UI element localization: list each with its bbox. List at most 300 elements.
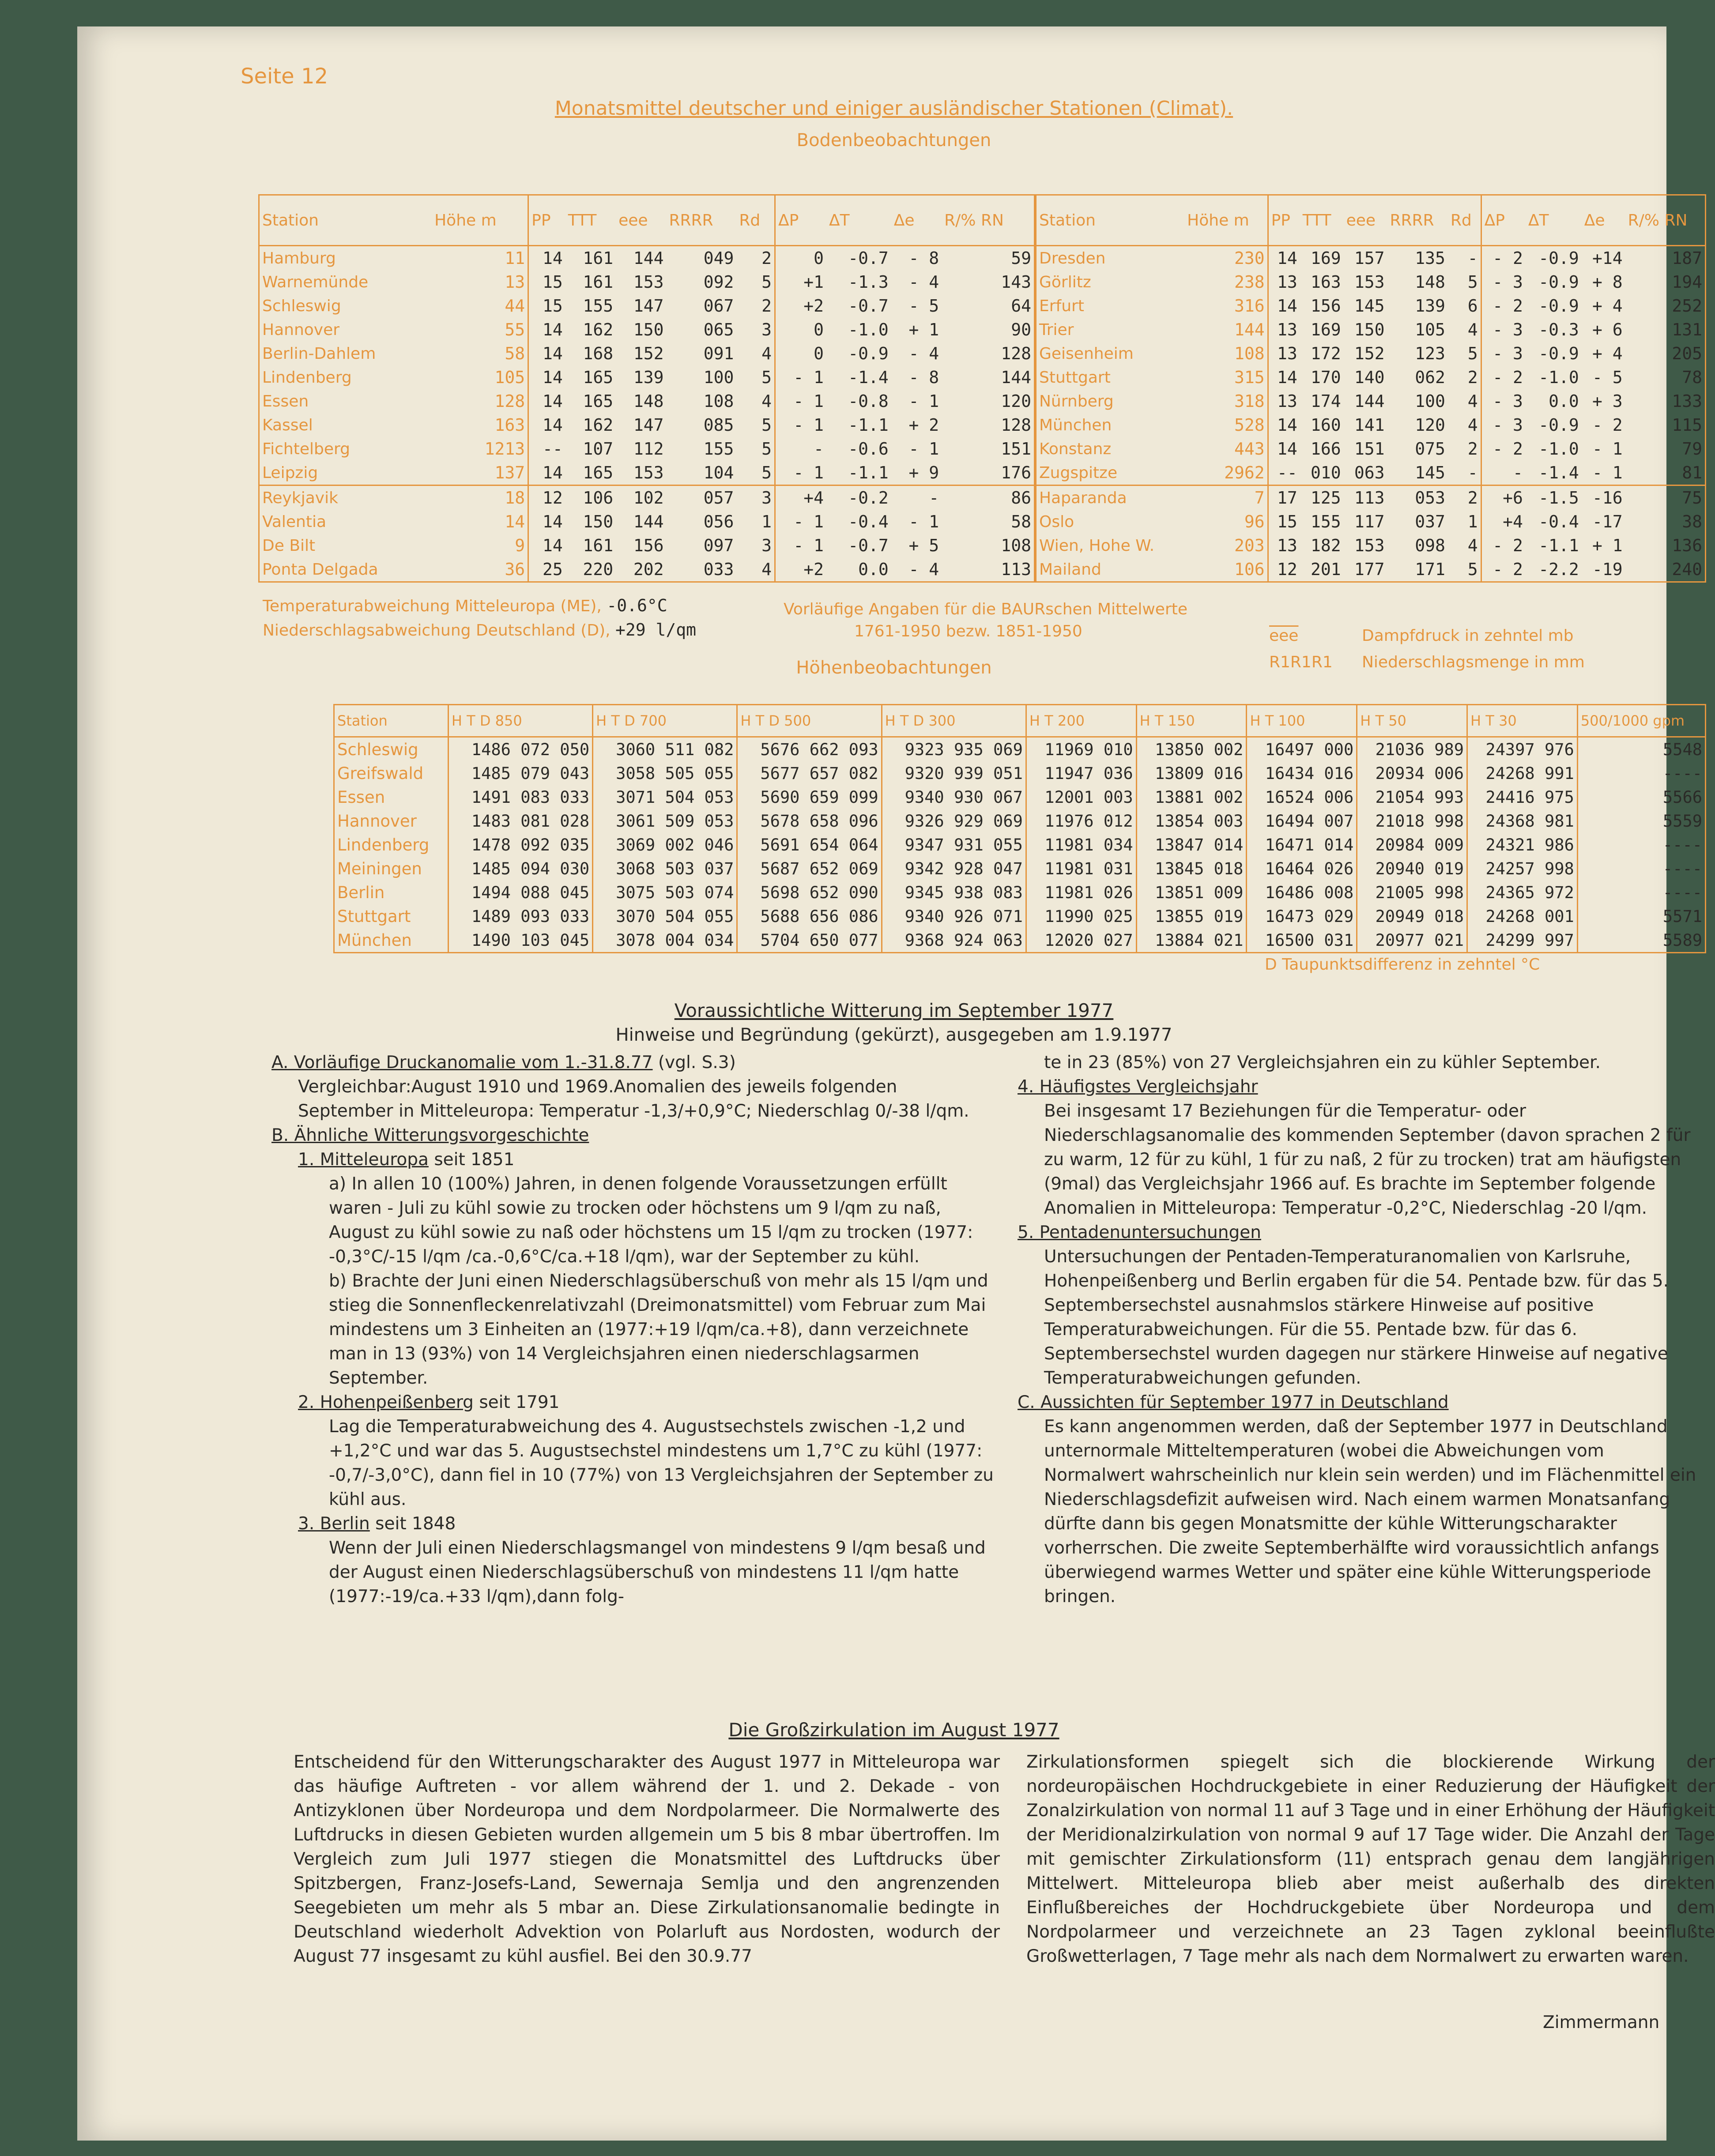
cell-dp: - 3 — [1481, 270, 1526, 294]
cell-dp: - 2 — [1481, 246, 1526, 271]
cell-eee: 112 — [633, 439, 664, 459]
station-elevation: 230 — [1184, 246, 1268, 271]
cell-ttt: 125 — [1300, 485, 1344, 510]
cell-value: ---- — [1577, 880, 1705, 904]
cell-pp: 12 — [1277, 560, 1297, 579]
cell-dt: -0.9 — [1538, 415, 1579, 435]
cell-rrrr: 057 — [666, 485, 736, 510]
cell-de: - 4 — [908, 272, 939, 292]
cell-ttt: 172 — [1310, 344, 1341, 363]
col-header: H T D 500 — [737, 705, 882, 737]
cell-value: 16486 008 — [1247, 880, 1357, 904]
cell-r: 120 — [1001, 391, 1031, 411]
cell-dt: -1.5 — [1526, 485, 1582, 510]
cell-eee: 153 — [1354, 272, 1385, 292]
cell-de: -19 — [1592, 560, 1623, 579]
table-row — [334, 809, 1706, 833]
note-vorl1: Vorläufige Angaben für die BAURschen Mittelwerte — [784, 600, 1188, 618]
station-elevation: 144 — [1184, 318, 1268, 342]
cell-value: 16497 000 — [1247, 737, 1357, 762]
cell-eee: 153 — [633, 272, 664, 292]
cell-r: 75 — [1625, 485, 1706, 510]
cell-value: 13809 016 — [1136, 761, 1247, 785]
paragraph — [271, 1269, 995, 1390]
cell-value: 5676 662 093 — [737, 737, 882, 762]
note-me-label: Temperaturabweichung Mitteleuropa (ME), — [263, 597, 602, 615]
table-row — [334, 785, 1706, 809]
cell-eee: 102 — [616, 485, 666, 510]
cell-de: - 1 — [908, 512, 939, 531]
cell-dp: +4 — [775, 485, 826, 510]
cell-eee: 144 — [633, 248, 664, 268]
paragraph-heading: 4. Häufigstes Vergleichsjahr — [1018, 1077, 1258, 1097]
cell-ttt: 163 — [1310, 272, 1341, 292]
cell-eee: 153 — [1354, 536, 1385, 555]
cell-dt: -0.6 — [848, 439, 889, 459]
cell-de: - 5 — [1592, 368, 1623, 387]
paragraph-heading: 1. Mitteleuropa — [298, 1150, 429, 1170]
cell-rd: 4 — [1467, 391, 1478, 411]
cell-rrrr: 123 — [1415, 344, 1445, 363]
cell-value: 1485 094 030 — [448, 857, 592, 880]
table-row — [259, 318, 1035, 342]
cell-rrrr: 067 — [703, 296, 734, 316]
cell-rrrr: 104 — [703, 463, 734, 482]
cell-value: 24268 001 — [1467, 904, 1578, 928]
paragraph — [271, 1050, 995, 1075]
cell-eee: 202 — [633, 560, 664, 579]
station-name: München — [337, 930, 412, 950]
paragraph — [271, 1512, 995, 1536]
station-elevation: 14 — [432, 510, 528, 534]
cell-value: 9340 926 071 — [882, 904, 1026, 928]
cell-pp: 14 — [542, 415, 563, 435]
cell-rrrr: 085 — [703, 415, 734, 435]
forecast-subtitle: Hinweise und Begründung (gekürzt), ausgegeben am 1.9.1977 — [615, 1025, 1172, 1045]
table-row — [334, 833, 1706, 857]
cell-eee: 140 — [1354, 368, 1385, 387]
cell-dt: -0.9 — [1538, 248, 1579, 268]
cell-ttt: 150 — [583, 512, 614, 531]
cell-de: + 1 — [1592, 536, 1623, 555]
cell-value: 5687 652 069 — [737, 857, 882, 880]
cell-value: 20940 019 — [1357, 857, 1467, 880]
cell-pp: 17 — [1268, 485, 1300, 510]
cell-eee: 141 — [1354, 415, 1385, 435]
cell-value: 1483 081 028 — [448, 809, 592, 833]
cell-value: 24321 986 — [1467, 833, 1578, 857]
cell-value: 11990 025 — [1026, 904, 1136, 928]
col-header: ΔT — [1526, 195, 1582, 246]
cell-value: 24365 972 — [1467, 880, 1578, 904]
cell-de: - 1 — [1592, 439, 1623, 459]
cell-rd: - — [1467, 248, 1478, 268]
cell-rrrr: 049 — [703, 248, 734, 268]
station-elevation: 238 — [1184, 270, 1268, 294]
table-row — [1036, 557, 1706, 582]
cell-value: 13854 003 — [1136, 809, 1247, 833]
station-name: Leipzig — [262, 463, 318, 482]
col-header: RRRR — [1387, 195, 1448, 246]
station-elevation: 108 — [1184, 342, 1268, 365]
table-row — [259, 461, 1035, 485]
paragraph — [1018, 1075, 1706, 1099]
cell-r: 205 — [1672, 344, 1702, 363]
cell-pp: 14 — [1277, 415, 1297, 435]
cell-pp: 13 — [1277, 344, 1297, 363]
table-row — [1036, 270, 1706, 294]
cell-dp: 0 — [775, 342, 826, 365]
col-header: Rd — [736, 195, 775, 246]
col-header: ΔT — [826, 195, 891, 246]
cell-value: 11981 034 — [1026, 833, 1136, 857]
station-name: Wien, Hohe W. — [1039, 536, 1155, 555]
paragraph-text: b) Brachte der Juni einen Niederschlagsüberschuß von mehr als 15 l/qm und stieg die Sonnenfleckenrelativzahl (Dreimonatsmittel) vom Februar zum Mai mindestens um 3 Einheiten an (1977:+19 l/qm/ca.+8), dann verzeichnete man in 13 (93%) von 14 Vergleichsjahren einen niederschlagsarmen September. — [329, 1271, 988, 1388]
cell-value: 13851 009 — [1136, 880, 1247, 904]
paragraph — [1018, 1099, 1706, 1220]
cell-rrrr: 145 — [1415, 463, 1445, 482]
cell-r: 79 — [1682, 439, 1702, 459]
paragraph — [1018, 1415, 1706, 1609]
col-header: ΔP — [1481, 195, 1526, 246]
cell-de: + 6 — [1592, 320, 1623, 339]
cell-value: 1494 088 045 — [448, 880, 592, 904]
cell-dp: +2 — [775, 294, 826, 318]
cell-rd: - — [1467, 463, 1478, 482]
col-header: eee — [616, 195, 666, 246]
cell-pp: 13 — [1277, 391, 1297, 411]
station-elevation: 137 — [432, 461, 528, 485]
cell-dp: - 2 — [1481, 534, 1526, 557]
cell-r: 58 — [1011, 512, 1031, 531]
table-row — [259, 557, 1035, 582]
cell-rd: 3 — [761, 320, 772, 339]
station-name: Zugspitze — [1039, 463, 1118, 482]
paragraph-text: Untersuchungen der Pentaden-Temperaturanomalien von Karlsruhe, Hohenpeißenberg und Berlin ergaben für die 54. Pentade bzw. für das 5. Septembersechstel ausnahmslos stärkere Hinweise auf positive Temperaturabweichungen. Für die 55. Pentade bzw. für das 6. Septembersechstel wurden dagegen nur stärkere Hinweise auf negative Temperaturabweichungen gefunden. — [1044, 1247, 1669, 1388]
cell-dp: - 3 — [1481, 318, 1526, 342]
cell-eee: 063 — [1354, 463, 1385, 482]
cell-value: 9345 938 083 — [882, 880, 1026, 904]
cell-r: 38 — [1682, 512, 1702, 531]
note-me — [263, 596, 667, 615]
cell-rrrr: 120 — [1415, 415, 1445, 435]
cell-dt: -1.1 — [848, 463, 889, 482]
paragraph-text: Vergleichbar:August 1910 und 1969.Anomalien des jeweils folgenden September in Mitteleuropa: Temperatur -1,3/+0,9°C; Niederschlag 0/-38 l/qm. — [298, 1077, 969, 1121]
cell-ttt: 169 — [1310, 320, 1341, 339]
cell-dt: -0.9 — [848, 344, 889, 363]
table-row — [334, 904, 1706, 928]
cell-r: 128 — [1001, 415, 1031, 435]
cell-value: 5688 656 086 — [737, 904, 882, 928]
station-name: De Bilt — [262, 536, 316, 555]
cell-de: +14 — [1592, 248, 1623, 268]
cell-eee: 152 — [633, 344, 664, 363]
table-row — [1036, 318, 1706, 342]
station-name: Erfurt — [1039, 297, 1084, 315]
cell-r: 176 — [1001, 463, 1031, 482]
cell-rrrr: 056 — [703, 512, 734, 531]
cell-de: - 4 — [908, 344, 939, 363]
cell-value: 13845 018 — [1136, 857, 1247, 880]
station-elevation: 18 — [432, 485, 528, 510]
cell-pp: 13 — [1277, 320, 1297, 339]
cell-value: 5548 — [1577, 737, 1705, 762]
station-name: Görlitz — [1039, 273, 1091, 291]
paragraph-text: Wenn der Juli einen Niederschlagsmangel von mindestens 9 l/qm besaß und der August einen Niederschlagsüberschuß von mindestens 11 l/qm hatte (1977:-19/ca.+33 l/qm),dann folg- — [329, 1538, 986, 1607]
station-name: Ponta Delgada — [262, 560, 378, 579]
col-header: Höhe m — [432, 195, 528, 246]
cell-value: 13855 019 — [1136, 904, 1247, 928]
cell-dp: - 1 — [775, 510, 826, 534]
cell-dt: -0.4 — [848, 512, 889, 531]
cell-eee: 147 — [633, 296, 664, 316]
cell-value: 20934 006 — [1357, 761, 1467, 785]
cell-rrrr: 148 — [1415, 272, 1445, 292]
table-row — [1036, 342, 1706, 365]
cell-dt: -1.0 — [1538, 368, 1579, 387]
cell-value: 5698 652 090 — [737, 880, 882, 904]
table-row — [1036, 246, 1706, 271]
cell-dt: -0.4 — [1538, 512, 1579, 531]
station-name: Berlin-Dahlem — [262, 344, 376, 363]
station-elevation: 1213 — [432, 437, 528, 461]
col-header: H T D 300 — [882, 705, 1026, 737]
station-name: Konstanz — [1039, 440, 1112, 458]
cell-eee: 147 — [633, 415, 664, 435]
cell-value: 11947 036 — [1026, 761, 1136, 785]
cell-r: 78 — [1682, 368, 1702, 387]
station-name: Essen — [337, 787, 385, 807]
paragraph — [271, 1415, 995, 1512]
paragraph-heading: A. Vorläufige Druckanomalie vom 1.-31.8.77 — [271, 1053, 653, 1072]
cell-dt: -0.9 — [1538, 296, 1579, 316]
cell-pp: 15 — [542, 272, 563, 292]
cell-value: 1486 072 050 — [448, 737, 592, 762]
cell-rrrr: 100 — [1415, 391, 1445, 411]
table-row — [334, 761, 1706, 785]
cell-r: 194 — [1672, 272, 1702, 292]
cell-rd: 3 — [736, 485, 775, 510]
paragraph-text: seit 1848 — [369, 1514, 456, 1534]
cell-eee: 139 — [633, 368, 664, 387]
cell-value: 1485 079 043 — [448, 761, 592, 785]
col-header: Station — [334, 705, 449, 737]
cell-ttt: 010 — [1310, 463, 1341, 482]
table1-subtitle: Bodenbeobachtungen — [796, 130, 991, 151]
cell-dp: - 1 — [775, 389, 826, 413]
cell-rd: 4 — [1467, 536, 1478, 555]
cell-r: 113 — [1001, 560, 1031, 579]
station-elevation: 96 — [1184, 510, 1268, 534]
cell-ttt: 182 — [1310, 536, 1341, 555]
cell-rrrr: 033 — [703, 560, 734, 579]
cell-pp: 14 — [542, 536, 563, 555]
station-name: Warnemünde — [262, 273, 369, 291]
paragraph-heading: 3. Berlin — [298, 1514, 370, 1534]
table-row — [259, 437, 1035, 461]
cell-rd: 4 — [1467, 415, 1478, 435]
cell-dt: -1.0 — [1538, 439, 1579, 459]
cell-value: 16524 006 — [1247, 785, 1357, 809]
cell-rd: 1 — [1467, 512, 1478, 531]
station-elevation: 13 — [432, 270, 528, 294]
cell-pp: 14 — [542, 391, 563, 411]
cell-ttt: 162 — [583, 320, 614, 339]
table-row — [259, 270, 1035, 294]
cell-value: 5589 — [1577, 928, 1705, 953]
cell-value: 20984 009 — [1357, 833, 1467, 857]
paragraph-heading: C. Aussichten für September 1977 in Deutschland — [1018, 1392, 1449, 1412]
cell-value: 24368 981 — [1467, 809, 1578, 833]
table-row — [1036, 413, 1706, 437]
paragraph-heading: 2. Hohenpeißenberg — [298, 1392, 474, 1412]
cell-r: 108 — [1001, 536, 1031, 555]
cell-ttt: 165 — [583, 368, 614, 387]
cell-dp: - 2 — [1481, 557, 1526, 582]
cell-dt: -1.0 — [848, 320, 889, 339]
col-header: H T 150 — [1136, 705, 1247, 737]
cell-value: 20977 021 — [1357, 928, 1467, 953]
cell-dt: -0.7 — [848, 248, 889, 268]
cell-ttt: 107 — [583, 439, 614, 459]
col-header: TTT — [1300, 195, 1344, 246]
cell-ttt: 161 — [583, 248, 614, 268]
cell-value: 24257 998 — [1467, 857, 1578, 880]
note-d — [263, 620, 696, 640]
col-header: H T D 850 — [448, 705, 592, 737]
cell-de: - 1 — [908, 391, 939, 411]
cell-value: 5677 657 082 — [737, 761, 882, 785]
cell-pp: 14 — [542, 320, 563, 339]
cell-pp: -- — [542, 439, 563, 459]
cell-dp: - 2 — [1481, 365, 1526, 389]
table-row — [259, 389, 1035, 413]
cell-rd: 5 — [761, 463, 772, 482]
table1-title: Monatsmittel deutscher und einiger ausländischer Stationen (Climat). — [554, 97, 1233, 120]
cell-value: 13850 002 — [1136, 737, 1247, 762]
station-name: Kassel — [262, 416, 313, 434]
cell-pp: 12 — [528, 485, 565, 510]
note-eee-symbol: $\overline{eee}$ — [1269, 627, 1299, 645]
cell-value: 24397 976 — [1467, 737, 1578, 762]
cell-rd: 5 — [761, 368, 772, 387]
station-name: Berlin — [337, 883, 385, 902]
cell-value: 13847 014 — [1136, 833, 1247, 857]
cell-value: 1490 103 045 — [448, 928, 592, 953]
upper-air-table — [333, 704, 1706, 953]
cell-rd: 2 — [761, 296, 772, 316]
cell-value: 11976 012 — [1026, 809, 1136, 833]
col-header: R/% RN — [942, 195, 1034, 246]
cell-rd: 5 — [761, 439, 772, 459]
cell-value: 9323 935 069 — [882, 737, 1026, 762]
cell-dt: -0.8 — [848, 391, 889, 411]
station-elevation: 58 — [432, 342, 528, 365]
cell-dp: - 1 — [775, 413, 826, 437]
station-elevation: 318 — [1184, 389, 1268, 413]
table-row — [1036, 365, 1706, 389]
station-name: Haparanda — [1036, 485, 1185, 510]
cell-rrrr: 139 — [1415, 296, 1445, 316]
cell-eee: 148 — [633, 391, 664, 411]
cell-pp: 14 — [1277, 296, 1297, 316]
cell-ttt: 155 — [1310, 512, 1341, 531]
cell-rd: 2 — [1467, 368, 1478, 387]
col-header: 500/1000 gpm — [1577, 705, 1705, 737]
cell-r: 59 — [1011, 248, 1031, 268]
paragraph-text: seit 1851 — [428, 1150, 515, 1170]
note-d-label: Niederschlagsabweichung Deutschland (D), — [263, 621, 611, 640]
cell-eee: 113 — [1344, 485, 1387, 510]
col-header: Δe — [891, 195, 942, 246]
paragraph-text: te in 23 (85%) von 27 Vergleichsjahren ein zu kühler September. — [1044, 1053, 1601, 1072]
table-row — [259, 342, 1035, 365]
cell-ttt: 166 — [1310, 439, 1341, 459]
cell-value: 3061 509 053 — [593, 809, 737, 833]
note-d-value: +29 l/qm — [615, 620, 697, 640]
cell-dp: - 3 — [1481, 389, 1526, 413]
cell-value: 11969 010 — [1026, 737, 1136, 762]
cell-value: 16464 026 — [1247, 857, 1357, 880]
station-name: Lindenberg — [337, 835, 430, 854]
cell-r: 252 — [1672, 296, 1702, 316]
cell-dp: - 1 — [775, 365, 826, 389]
cell-r: 187 — [1672, 248, 1702, 268]
cell-value: 12020 027 — [1026, 928, 1136, 953]
cell-value: 16500 031 — [1247, 928, 1357, 953]
station-name: Schleswig — [262, 297, 341, 315]
cell-pp: 25 — [542, 560, 563, 579]
col-header: Station — [1036, 195, 1185, 246]
cell-dt: 0.0 — [858, 560, 889, 579]
author-signature: Zimmermann — [1543, 2013, 1660, 2032]
cell-de: - — [891, 485, 942, 510]
cell-dp: - 3 — [1481, 342, 1526, 365]
cell-eee: 152 — [1354, 344, 1385, 363]
cell-dt: 0.0 — [1549, 391, 1579, 411]
station-elevation: 105 — [432, 365, 528, 389]
cell-dp: - 3 — [1481, 413, 1526, 437]
cell-dp: +2 — [775, 557, 826, 582]
cell-rrrr: 097 — [703, 536, 734, 555]
cell-dt: -1.3 — [848, 272, 889, 292]
cell-pp: 13 — [1277, 536, 1297, 555]
cell-ttt: 161 — [583, 536, 614, 555]
cell-pp: 14 — [1277, 248, 1297, 268]
cell-dt: -0.3 — [1538, 320, 1579, 339]
cell-rd: 4 — [761, 344, 772, 363]
cell-value: 9326 929 069 — [882, 809, 1026, 833]
cell-eee: 151 — [1354, 439, 1385, 459]
paragraph-text: Bei insgesamt 17 Beziehungen für die Temperatur- oder Niederschlagsanomalie des kommenden September (davon sprachen 2 für zu warm, 12 für zu kühl, 1 für zu naß, 2 für zu trocken) trat am häufigsten (9mal) das Vergleichsjahr 1966 auf. Es brachte im September folgende Anomalien in Mitteleuropa: Temperatur -0,2°C, Niederschlag -20 l/qm. — [1044, 1101, 1691, 1218]
paragraph — [271, 1536, 995, 1609]
cell-dp: - 1 — [775, 461, 826, 485]
col-header: Rd — [1448, 195, 1481, 246]
cell-r: 240 — [1672, 560, 1702, 579]
cell-dt: -0.7 — [848, 536, 889, 555]
cell-value: 21018 998 — [1357, 809, 1467, 833]
cell-rrrr: 053 — [1387, 485, 1448, 510]
cell-ttt: 160 — [1310, 415, 1341, 435]
cell-value: 5691 654 064 — [737, 833, 882, 857]
cell-pp: -- — [1277, 463, 1297, 482]
station-elevation: 443 — [1184, 437, 1268, 461]
cell-value: 9340 930 067 — [882, 785, 1026, 809]
cell-dt: -0.9 — [1538, 272, 1579, 292]
cell-pp: 15 — [542, 296, 563, 316]
cell-de: - 8 — [908, 368, 939, 387]
col-header: PP — [528, 195, 565, 246]
